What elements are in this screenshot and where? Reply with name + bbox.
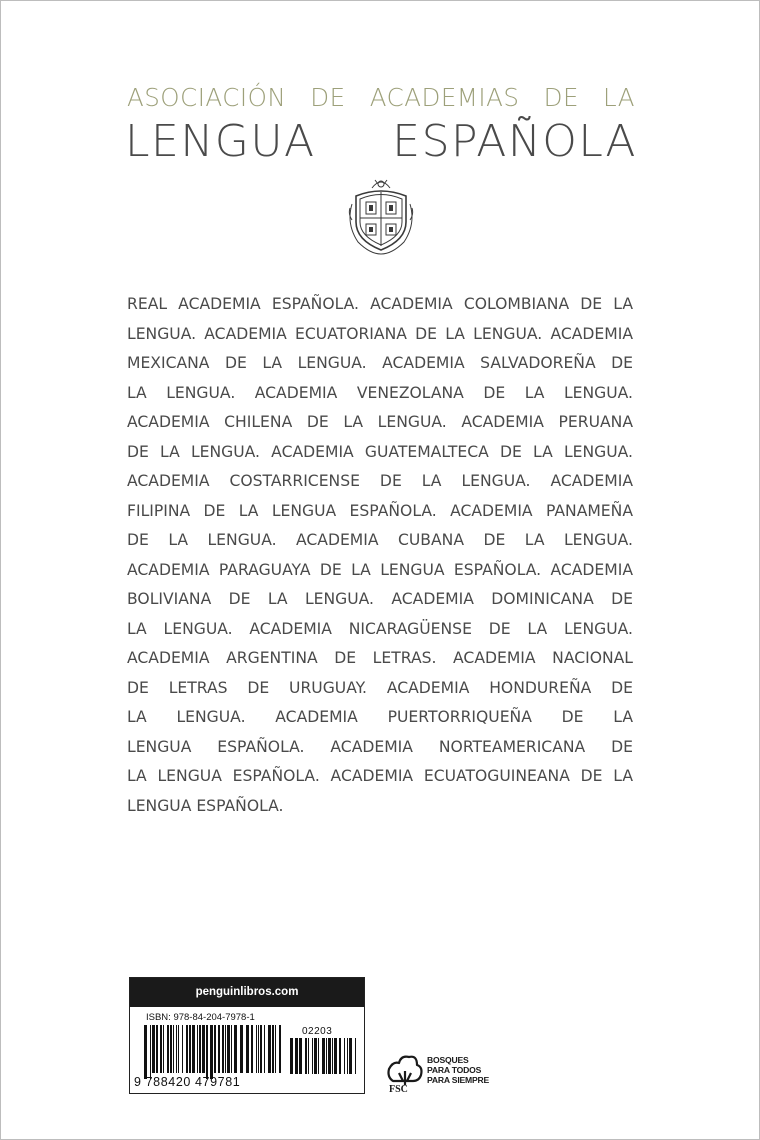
text-line: LENGUA. ACADEMIA ECUATORIANA DE LA LENGUA. ACADEMIA <box>127 324 633 343</box>
barcode-bar <box>231 1025 232 1073</box>
barcode-bar <box>163 1025 164 1073</box>
text-line: ACADEMIA PARAGUAYA DE LA LENGUA ESPAÑOLA. ACADEMIA <box>127 560 633 579</box>
publisher-website: penguinlibros.com <box>130 978 364 1007</box>
barcode-bar <box>279 1025 281 1073</box>
academies-list <box>127 290 633 821</box>
text-line: ACADEMIA COSTARRICENSE DE LA LENGUA. ACADEMIA <box>127 472 633 490</box>
barcode-bar <box>334 1038 337 1074</box>
barcode-bar <box>234 1025 237 1073</box>
barcode-bar <box>305 1038 307 1074</box>
barcode-bar <box>260 1025 262 1073</box>
barcode-bar <box>240 1025 243 1073</box>
barcode-bar <box>222 1025 224 1073</box>
barcode-bar <box>197 1025 198 1073</box>
barcode-bar <box>186 1025 188 1073</box>
barcode-bar <box>214 1025 216 1073</box>
barcode-bar <box>251 1025 253 1073</box>
barcode-bar <box>344 1038 345 1074</box>
barcode-bar <box>218 1025 220 1073</box>
barcode-bar <box>225 1025 226 1073</box>
text-line: LA LENGUA ESPAÑOLA. ACADEMIA ECUATOGUINEANA DE LA <box>127 767 633 785</box>
text-line: MEXICANA DE LA LENGUA. ACADEMIA SALVADOREÑA DE <box>127 354 633 372</box>
barcode-bar <box>150 1025 151 1079</box>
barcode-bar <box>275 1025 276 1073</box>
barcode-bar <box>167 1025 169 1073</box>
barcode-bar <box>170 1025 172 1073</box>
barcode-bar <box>178 1025 179 1073</box>
barcode-bar <box>322 1038 325 1074</box>
barcode-bar <box>176 1025 177 1073</box>
barcode-bar <box>189 1025 191 1073</box>
barcode-bar <box>355 1038 356 1074</box>
barcode-bar <box>349 1038 352 1074</box>
text-line: ACADEMIA CHILENA DE LA LENGUA. ACADEMIA PERUANA <box>127 413 633 431</box>
text-line: LA LENGUA. ACADEMIA PUERTORRIQUEÑA DE LA <box>127 708 633 726</box>
barcode-bar <box>312 1038 313 1074</box>
barcode-bar <box>202 1025 205 1073</box>
barcode-bar <box>256 1025 257 1073</box>
barcode-bar <box>206 1025 208 1079</box>
barcode-bar <box>264 1025 265 1073</box>
page-title: LENGUA ESPAÑOLA <box>125 116 637 167</box>
fsc-logo <box>383 1051 523 1099</box>
header-kicker: ASOCIACIÓN DE ACADEMIAS DE LA <box>127 83 635 112</box>
barcode-bar <box>160 1025 162 1073</box>
barcode-bar <box>314 1038 317 1074</box>
barcode-bar <box>318 1038 319 1074</box>
barcode-bar <box>326 1038 327 1074</box>
barcode-bar <box>173 1025 174 1073</box>
price-addon-code: 02203 <box>302 1026 333 1037</box>
barcode-bar <box>199 1025 201 1073</box>
text-line: DE LA LENGUA. ACADEMIA CUBANA DE LA LENGUA. <box>127 531 633 549</box>
barcode-bar <box>272 1025 274 1073</box>
barcode-bar <box>295 1038 298 1074</box>
fsc-line-2: PARA TODOS <box>427 1065 482 1075</box>
barcode-bar <box>347 1038 348 1074</box>
ean-digits: 9 788420 479781 <box>134 1075 241 1089</box>
text-line: REAL ACADEMIA ESPAÑOLA. ACADEMIA COLOMBIANA DE LA <box>127 295 633 313</box>
text-line: LENGUA ESPAÑOLA. ACADEMIA NORTEAMERICANA DE <box>127 737 633 756</box>
barcode-bar <box>182 1025 183 1073</box>
barcode-bar <box>227 1025 230 1073</box>
fsc-slogan <box>427 1055 489 1085</box>
text-line: LA LENGUA. ACADEMIA NICARAGÜENSE DE LA LENGUA. <box>127 619 633 638</box>
text-line: LENGUA ESPAÑOLA. <box>127 796 284 815</box>
barcode-bar <box>332 1038 333 1074</box>
text-line: DE LA LENGUA. ACADEMIA GUATEMALTECA DE LA LENGUA. <box>127 442 633 461</box>
barcode-bar <box>339 1038 341 1074</box>
text-line: DE LETRAS DE URUGUAY. ACADEMIA HONDUREÑA DE <box>127 678 633 697</box>
fsc-line-3: PARA SIEMPRE <box>427 1075 490 1085</box>
fsc-label: FSC <box>389 1084 408 1095</box>
barcode-bar <box>299 1038 302 1074</box>
barcode-bar <box>268 1025 271 1073</box>
text-line: LA LENGUA. ACADEMIA VENEZOLANA DE LA LENGUA. <box>127 383 633 402</box>
isbn-number: ISBN: 978-84-204-7978-1 <box>146 1012 255 1023</box>
barcode-bar <box>144 1025 147 1079</box>
barcode-bar <box>258 1025 259 1073</box>
text-line: FILIPINA DE LA LENGUA ESPAÑOLA. ACADEMIA PANAMEÑA <box>127 501 633 520</box>
text-line: ACADEMIA ARGENTINA DE LETRAS. ACADEMIA NACIONAL <box>127 649 633 667</box>
academy-crest-icon <box>342 174 420 256</box>
barcode-bar <box>246 1025 249 1073</box>
barcode-bar <box>308 1038 309 1074</box>
barcode-bar <box>192 1025 195 1073</box>
barcode-bar <box>210 1025 213 1079</box>
text-line: BOLIVIANA DE LA LENGUA. ACADEMIA DOMINICANA DE <box>127 590 633 608</box>
barcode-bar <box>156 1025 158 1073</box>
fsc-line-1: BOSQUES <box>427 1055 469 1065</box>
barcode-bar <box>152 1025 155 1073</box>
isbn-barcode <box>129 977 365 1094</box>
barcode-bar <box>328 1038 331 1074</box>
barcode-bar <box>290 1038 293 1074</box>
